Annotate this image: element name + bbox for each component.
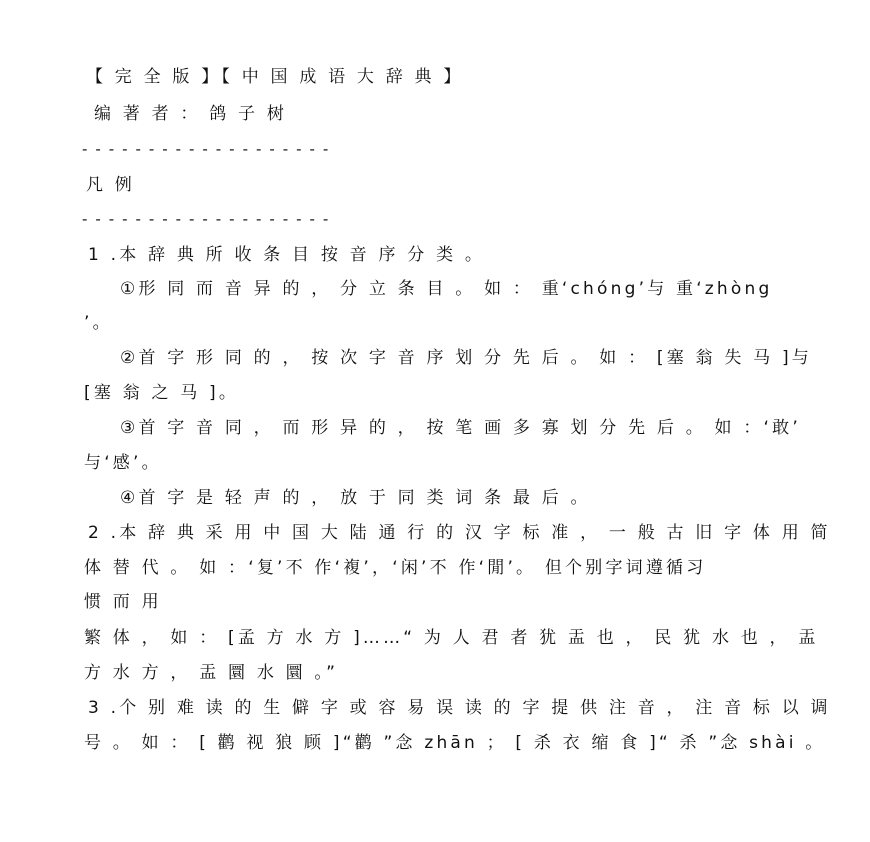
rule-2-cont-2: 惯 而 用 [84, 592, 162, 612]
rule-1-item-2-cont: [塞 翁 之 马 ]。 [84, 383, 240, 403]
separator-bottom: - - - - - - - - - - - - - - - - - - - [82, 210, 330, 228]
rule-2-cont-4: 方 水 方 ， 盂 圜 水 圜 。” [84, 663, 339, 683]
separator-top: - - - - - - - - - - - - - - - - - - - [82, 140, 330, 158]
rule-2-cont-3: 繁 体 ， 如 ： [孟 方 水 方 ]……“ 为 人 君 者 犹 盂 也 ， 民 犹 水 也 ， 盂 [84, 628, 819, 648]
rule-3-cont: 号 。 如 ： [ 鹳 视 狼 顾 ]“鹳 ”念 zhān ； [ 杀 衣 缩 食 ]“ 杀 ”念 shài 。 [84, 733, 826, 753]
rule-2-cont-1: 体 替 代 。 如 ：‘复’不 作‘複’，‘闲’不 作‘閒’。 但个别字词遵循习 [84, 558, 707, 578]
rule-3: 3 .个 别 难 读 的 生 僻 字 或 容 易 误 读 的 字 提 供 注 音 ， 注 音 标 以 调 [88, 698, 831, 718]
author-line: 编 著 者 ： 鸽 子 树 [94, 104, 288, 124]
section-heading: 凡 例 [86, 175, 136, 195]
rule-1-item-4: ④首 字 是 轻 声 的 ， 放 于 同 类 词 条 最 后 。 [120, 488, 591, 508]
rule-1-item-1: ①形 同 而 音 异 的 ， 分 立 条 目 。 如 ： 重‘chóng’与 重‘zhòng [120, 279, 773, 299]
rule-2: 2 .本 辞 典 采 用 中 国 大 陆 通 行 的 汉 字 标 准 ， 一 般 古 旧 字 体 用 简 [88, 523, 831, 543]
rule-1-item-3: ③首 字 音 同 ， 而 形 异 的 ， 按 笔 画 多 寡 划 分 先 后 。 如 ：‘敢’ [120, 418, 801, 438]
rule-1-item-3-cont: 与‘感’。 [84, 453, 162, 473]
document-title: 【 完 全 版 】【 中 国 成 语 大 辞 典 】 [86, 67, 464, 87]
rule-1: 1 .本 辞 典 所 收 条 目 按 音 序 分 类 。 [88, 245, 486, 265]
rule-1-item-2: ②首 字 形 同 的 ， 按 次 字 音 序 划 分 先 后 。 如 ： [塞 翁 失 马 ]与 [120, 348, 812, 368]
rule-1-item-1-cont: ’。 [84, 313, 113, 333]
